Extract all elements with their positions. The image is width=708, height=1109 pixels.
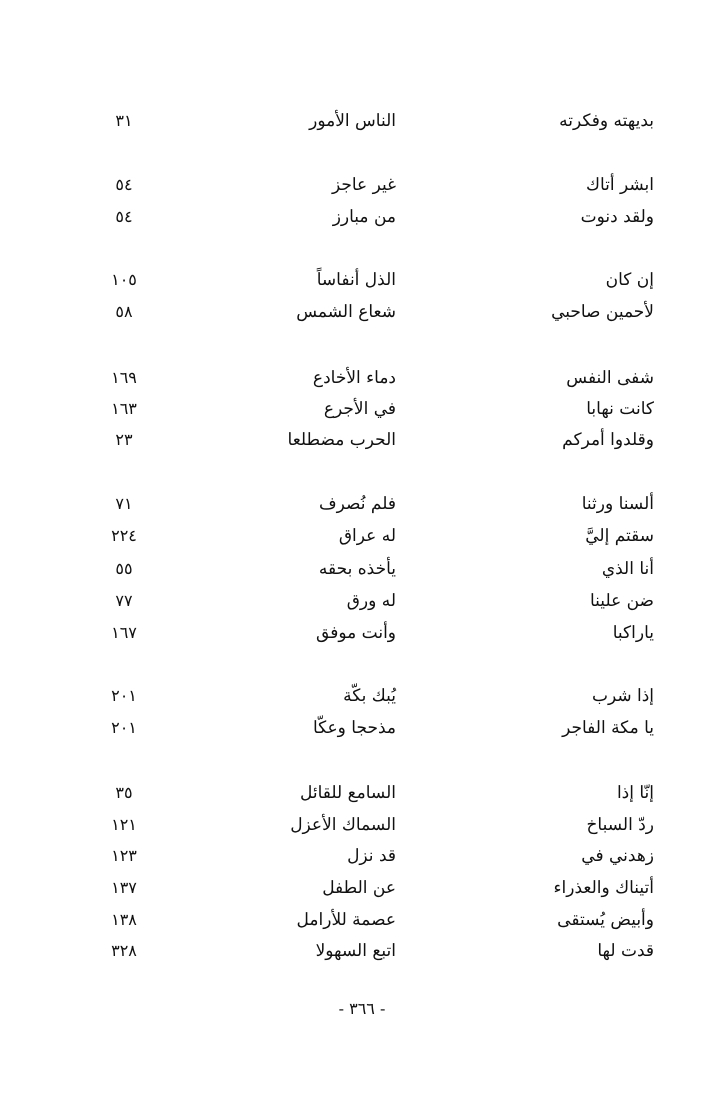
page-reference: ١٢٣ (111, 846, 137, 865)
page-reference: ١٦٩ (111, 368, 137, 387)
verse-last-words: في الأجرع (323, 399, 396, 419)
page-reference: ١٠٥ (111, 270, 137, 289)
verse-first-words: ردّ السباخ (586, 815, 654, 835)
index-row (0, 905, 708, 935)
verse-last-words: مذحجا وعكّا (312, 718, 396, 738)
verse-first-words: إنّا إذا (616, 783, 654, 803)
verse-first-words: لأحمين صاحبي (551, 302, 654, 322)
page-number: - ٣٦٦ - (338, 999, 386, 1018)
verse-last-words: الذل أنفاساً (316, 270, 396, 290)
page-reference: ١٦٧ (111, 623, 137, 642)
page-reference: ٥٤ (115, 207, 133, 226)
verse-last-words: الناس الأمور (309, 111, 396, 131)
verse-first-words: وأبيض يُستقى (557, 910, 654, 930)
index-row (0, 936, 708, 966)
verse-first-words: إن كان (605, 270, 654, 290)
index-row (0, 106, 708, 136)
verse-last-words: يأخذه بحقه (318, 559, 396, 579)
index-row (0, 713, 708, 743)
verse-last-words: غير عاجز (331, 175, 396, 195)
page-reference: ١٦٣ (111, 399, 137, 418)
index-row (0, 363, 708, 393)
verse-first-words: وقلدوا أمركم (562, 430, 654, 450)
index-row (0, 586, 708, 616)
verse-first-words: شفى النفس (566, 368, 654, 388)
verse-last-words: وأنت موفق (316, 623, 396, 643)
index-row (0, 489, 708, 519)
verse-first-words: قدت لها (597, 941, 654, 961)
verse-last-words: عن الطفل (322, 878, 396, 898)
index-row (0, 810, 708, 840)
verse-first-words: ألسنا ورثنا (581, 494, 654, 514)
verse-last-words: السماك الأعزل (290, 815, 396, 835)
verse-first-words: كانت نهابا (586, 399, 654, 419)
verse-first-words: ولقد دنوت (580, 207, 654, 227)
verse-last-words: السامع للقائل (300, 783, 396, 803)
verse-first-words: ياراكبا (612, 623, 654, 643)
index-row (0, 681, 708, 711)
index-row (0, 265, 708, 295)
index-row (0, 425, 708, 455)
verse-last-words: له ورق (346, 591, 396, 611)
index-row (0, 873, 708, 903)
verse-first-words: سقتم إليَّ (585, 526, 654, 546)
verse-first-words: زهدني في (581, 846, 654, 866)
page-reference: ٣٥ (115, 783, 133, 802)
verse-last-words: شعاع الشمس (296, 302, 396, 322)
page-reference: ٧٧ (115, 591, 133, 610)
verse-first-words: بديهته وفكرته (559, 111, 654, 131)
verse-last-words: دماء الأخادع (312, 368, 396, 388)
page-reference: ٢٠١ (111, 686, 137, 705)
page-reference: ٢٠١ (111, 718, 137, 737)
verse-last-words: اتبع السهولا (315, 941, 396, 961)
verse-last-words: عصمة للأرامل (296, 910, 396, 930)
verse-first-words: أنا الذي (601, 559, 654, 579)
page-footer (0, 994, 708, 1024)
page-reference: ٥٨ (115, 302, 133, 321)
verse-first-words: ابشر أتاك (585, 175, 654, 195)
index-row (0, 841, 708, 871)
page-reference: ١٣٨ (111, 910, 137, 929)
page-reference: ٥٤ (115, 175, 133, 194)
page-reference: ٣١ (115, 111, 133, 130)
index-row (0, 202, 708, 232)
verse-first-words: يا مكة الفاجر (562, 718, 654, 738)
index-row (0, 554, 708, 584)
verse-first-words: ضن علينا (590, 591, 654, 611)
verse-last-words: من مبارز (332, 207, 396, 227)
index-row (0, 170, 708, 200)
page-reference: ٣٢٨ (111, 941, 137, 960)
index-row (0, 297, 708, 327)
page-reference: ٧١ (115, 494, 133, 513)
page-reference: ١٢١ (111, 815, 137, 834)
verse-last-words: الحرب مضطلعا (287, 430, 396, 450)
verse-last-words: قد نزل (347, 846, 396, 866)
verse-last-words: يُبك بكّة (343, 686, 396, 706)
verse-first-words: إذا شرب (591, 686, 654, 706)
page-reference: ٥٥ (115, 559, 133, 578)
index-row (0, 394, 708, 424)
page-reference: ٢٢٤ (111, 526, 137, 545)
index-row (0, 778, 708, 808)
verse-first-words: أتيناك والعذراء (553, 878, 654, 898)
index-row (0, 618, 708, 648)
page-reference: ٢٣ (115, 430, 133, 449)
verse-last-words: فلم نُصرف (319, 494, 396, 514)
page-reference: ١٣٧ (111, 878, 137, 897)
index-row (0, 521, 708, 551)
verse-last-words: له عراق (338, 526, 396, 546)
